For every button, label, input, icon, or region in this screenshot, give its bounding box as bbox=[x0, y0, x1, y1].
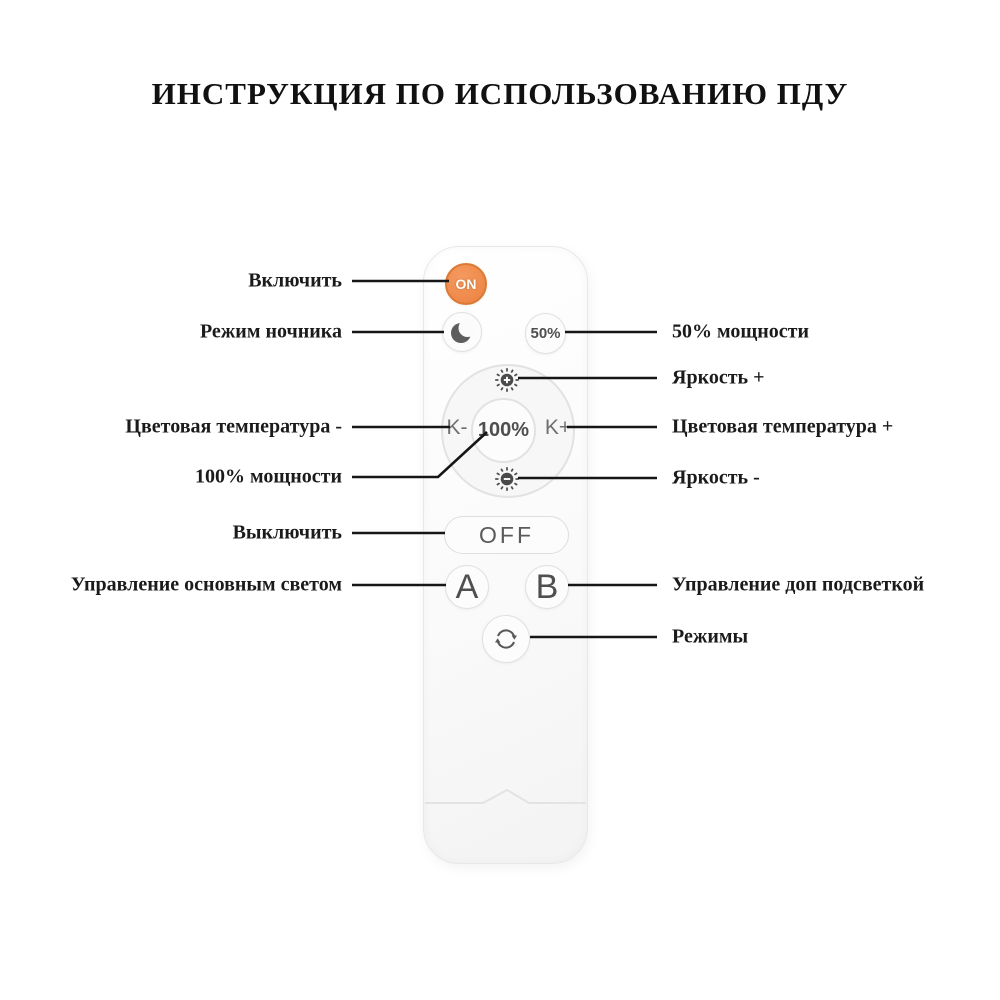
label-brightness-plus: Яркость + bbox=[672, 366, 765, 389]
label-color-temp-plus: Цветовая температура + bbox=[672, 415, 894, 438]
remote-body bbox=[423, 246, 588, 864]
label-night-mode: Режим ночника bbox=[199, 320, 342, 343]
group-b-button: B bbox=[525, 565, 569, 609]
power-50-button: 50% bbox=[525, 313, 566, 354]
battery-cover-line bbox=[424, 247, 587, 863]
sun-plus-icon bbox=[494, 367, 520, 393]
label-aux-light: Управление доп подсветкой bbox=[672, 573, 925, 596]
label-power-50: 50% мощности bbox=[672, 320, 809, 343]
label-power-100: 100% мощности bbox=[195, 465, 342, 488]
color-temp-plus-button: K+ bbox=[544, 416, 572, 439]
power-on-button: ON bbox=[445, 263, 487, 305]
page-title: ИНСТРУКЦИЯ ПО ИСПОЛЬЗОВАНИЮ ПДУ bbox=[151, 76, 849, 111]
label-brightness-minus: Яркость - bbox=[672, 466, 760, 489]
label-main-light: Управление основным светом bbox=[70, 573, 342, 596]
label-color-temp-minus: Цветовая температура - bbox=[125, 415, 342, 438]
group-a-button: A bbox=[445, 565, 489, 609]
color-temp-minus-button: K- bbox=[446, 416, 468, 439]
label-power-off: Выключить bbox=[232, 521, 342, 544]
label-modes: Режимы bbox=[672, 625, 749, 648]
label-power-on: Включить bbox=[248, 269, 342, 292]
sun-minus-icon bbox=[494, 466, 520, 492]
power-100-button: 100% bbox=[471, 398, 536, 463]
power-off-button: OFF bbox=[444, 516, 569, 554]
